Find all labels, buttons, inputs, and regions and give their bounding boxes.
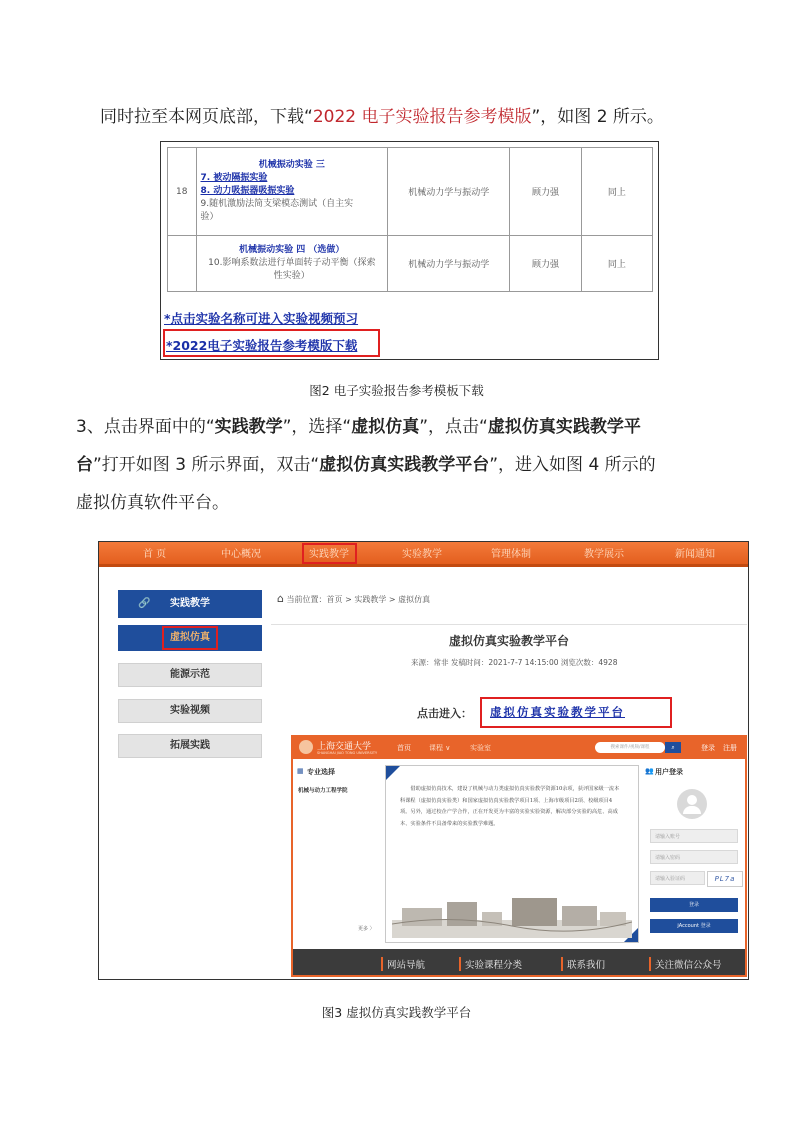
text: ”，点击“ — [419, 417, 488, 437]
captcha-image[interactable]: PL7a — [707, 871, 743, 887]
sidebar-item-extended-practice[interactable]: 拓展实践 — [118, 734, 262, 758]
nav-home[interactable]: 首 页 — [143, 549, 167, 560]
experiment-group-title: 机械振动实验 四 （选做） — [239, 245, 345, 255]
experiment-group-title: 机械振动实验 三 — [258, 160, 325, 170]
figure-3-screenshot — [98, 541, 749, 980]
course-name: 机械动力学与振动学 — [388, 236, 510, 292]
experiment-cell — [196, 236, 388, 292]
platform-login-link[interactable]: 登录 — [701, 744, 715, 752]
user-login-title: 用户登录 — [655, 768, 683, 776]
platform-nav-labs[interactable]: 实验室 — [470, 744, 491, 752]
row-number: 18 — [168, 148, 197, 236]
top-navigation — [99, 542, 748, 567]
enter-label: 点击进入： — [417, 707, 472, 720]
platform-nav-courses[interactable]: 课程 ∨ — [429, 744, 451, 752]
video-preview-link[interactable]: *点击实验名称可进入实验视频预习 — [164, 311, 359, 326]
platform-search-input[interactable]: 搜索课件/视频/课程 — [595, 742, 665, 753]
search-icon[interactable]: ⌕ — [665, 742, 681, 753]
sidebar-item-energy-demo[interactable]: 能源示范 — [118, 663, 262, 687]
highlight-box — [302, 543, 357, 564]
experiment-link[interactable]: 8. 动力吸振器吸振实验 — [200, 186, 295, 196]
platform-header — [293, 737, 747, 759]
step3-line-3: 虚拟仿真软件平台。 — [76, 493, 229, 513]
nav-experiment-teaching[interactable]: 实验教学 — [402, 549, 442, 560]
text: ”，进入如图 4 所示的 — [489, 455, 656, 475]
breadcrumb — [277, 592, 430, 605]
report-template-mention: 2022 电子实验报告参考模版 — [312, 107, 532, 127]
account-input[interactable]: 请输入账号 — [650, 829, 738, 843]
figure-2-caption: 图2 电子实验报告参考模板下载 — [309, 383, 484, 398]
emphasis-text: 台 — [76, 455, 93, 475]
note: 同上 — [581, 236, 652, 292]
nav-center-overview[interactable]: 中心概况 — [221, 549, 261, 560]
nav-management[interactable]: 管理体制 — [491, 549, 531, 560]
password-input[interactable]: 请输入密码 — [650, 850, 738, 864]
divider — [271, 624, 747, 625]
nav-teaching-showcase[interactable]: 教学展示 — [584, 549, 624, 560]
university-english-name: SHANGHAI JIAO TONG UNIVERSITY — [317, 751, 378, 755]
university-logo-text: 上海交通大学 — [317, 742, 372, 752]
major-selection-title: 专业选择 — [307, 768, 335, 776]
sidebar-header[interactable] — [118, 590, 262, 618]
footer-course-category[interactable]: 实验课程分类 — [459, 957, 522, 971]
avatar-body — [683, 806, 701, 814]
platform-footer — [293, 949, 747, 977]
course-name: 机械动力学与振动学 — [388, 148, 510, 236]
teacher-name: 顾力强 — [510, 236, 581, 292]
more-link[interactable]: 更多 〉 — [358, 926, 375, 932]
experiment-text: 9.随机激励法简支梁模态测试（自主实 — [200, 199, 354, 209]
emphasis-text: 虚拟仿真 — [351, 417, 420, 437]
table-row — [168, 148, 653, 236]
row-number — [168, 236, 197, 292]
virtual-platform-link[interactable]: 虚拟仿真实验教学平台 — [490, 705, 625, 719]
experiment-link[interactable]: 7. 被动隔振实验 — [200, 173, 268, 183]
sidebar-item-virtual-sim[interactable] — [118, 625, 262, 651]
nav-practice-teaching[interactable]: 实践教学 — [309, 549, 349, 560]
campus-sketch-image — [392, 894, 632, 938]
intro-text: 借助虚拟仿真技术，建设了机械与动力类虚拟仿真实验教学资源10余项，获评国家级一流本科课程（虚拟仿真实验类）和国家虚拟仿真实验教学项目1项、上海市级项目2项、校级项目4项。另外，通过校企产学合作，正在开发更为丰富的实验实验资源，解决部分实验的高危、高成本、实验条件不具备带来的实验教学难题。 — [400, 786, 620, 827]
footer-wechat[interactable]: 关注微信公众号 — [649, 957, 722, 971]
page-title: 虚拟仿真实验教学平台 — [448, 634, 569, 648]
avatar-head — [687, 795, 697, 805]
major-item[interactable]: 机械与动力工程学院 — [298, 788, 348, 794]
text: ”打开如图 3 所示界面，双击“ — [93, 455, 320, 475]
sidebar-header-label: 实践教学 — [170, 598, 210, 609]
sidebar-item-label: 虚拟仿真 — [162, 626, 218, 650]
emphasis-text: 虚拟仿真实践教学平台 — [319, 455, 490, 475]
grid-icon: ▦ — [297, 767, 304, 775]
avatar — [677, 789, 707, 819]
user-icon: 👥 — [645, 767, 654, 775]
experiment-text: 10.影响系数法进行单面转子动平衡（探索 — [208, 258, 376, 268]
para1-post: ”，如图 2 所示。 — [531, 107, 664, 127]
emphasis-text: 虚拟仿真实践教学平 — [487, 417, 641, 437]
nav-news[interactable]: 新闻通知 — [675, 549, 715, 560]
experiment-text: 性实验） — [273, 271, 310, 281]
experiment-table — [167, 147, 653, 292]
para1-pre: 同时拉至本网页底部，下载“ — [100, 107, 313, 127]
article-meta: 来源：常非 发稿时间：2021-7-7 14:15:00 浏览次数：4928 — [411, 658, 618, 667]
platform-nav-home[interactable]: 首页 — [397, 744, 411, 752]
text: ”，选择“ — [282, 417, 352, 437]
step3-line-1 — [76, 408, 726, 446]
sidebar-item-experiment-video[interactable]: 实验视频 — [118, 699, 262, 723]
figure-2-screenshot — [160, 141, 659, 360]
university-seal-icon — [299, 740, 313, 754]
footer-site-nav[interactable]: 网站导航 — [381, 957, 425, 971]
login-button[interactable]: 登录 — [650, 898, 738, 912]
note: 同上 — [581, 148, 652, 236]
intro-paragraph — [100, 98, 664, 136]
intro-panel — [385, 765, 639, 943]
platform-preview — [291, 735, 747, 977]
teacher-name: 顾力强 — [510, 148, 581, 236]
link-icon: 🔗 — [138, 598, 151, 609]
step3-paragraph — [76, 408, 726, 522]
breadcrumb-text: 当前位置：首页 > 实践教学 > 虚拟仿真 — [286, 595, 431, 604]
footer-contact[interactable]: 联系我们 — [561, 957, 605, 971]
report-template-download-link[interactable]: *2022电子实验报告参考模版下载 — [166, 338, 358, 353]
text: 3、点击界面中的“ — [76, 417, 215, 437]
figure-3-caption: 图3 虚拟仿真实践教学平台 — [321, 1005, 472, 1020]
captcha-input[interactable]: 请输入验证码 — [650, 871, 705, 885]
home-icon: ⌂ — [277, 592, 284, 605]
platform-register-link[interactable]: 注册 — [723, 744, 737, 752]
corner-decoration — [386, 766, 400, 780]
experiment-cell — [196, 148, 388, 236]
experiment-text: 验） — [200, 212, 219, 222]
table-row — [168, 236, 653, 292]
jaccount-login-button[interactable]: jAccount 登录 — [650, 919, 738, 933]
emphasis-text: 实践教学 — [214, 417, 283, 437]
step3-line-2 — [76, 446, 726, 484]
